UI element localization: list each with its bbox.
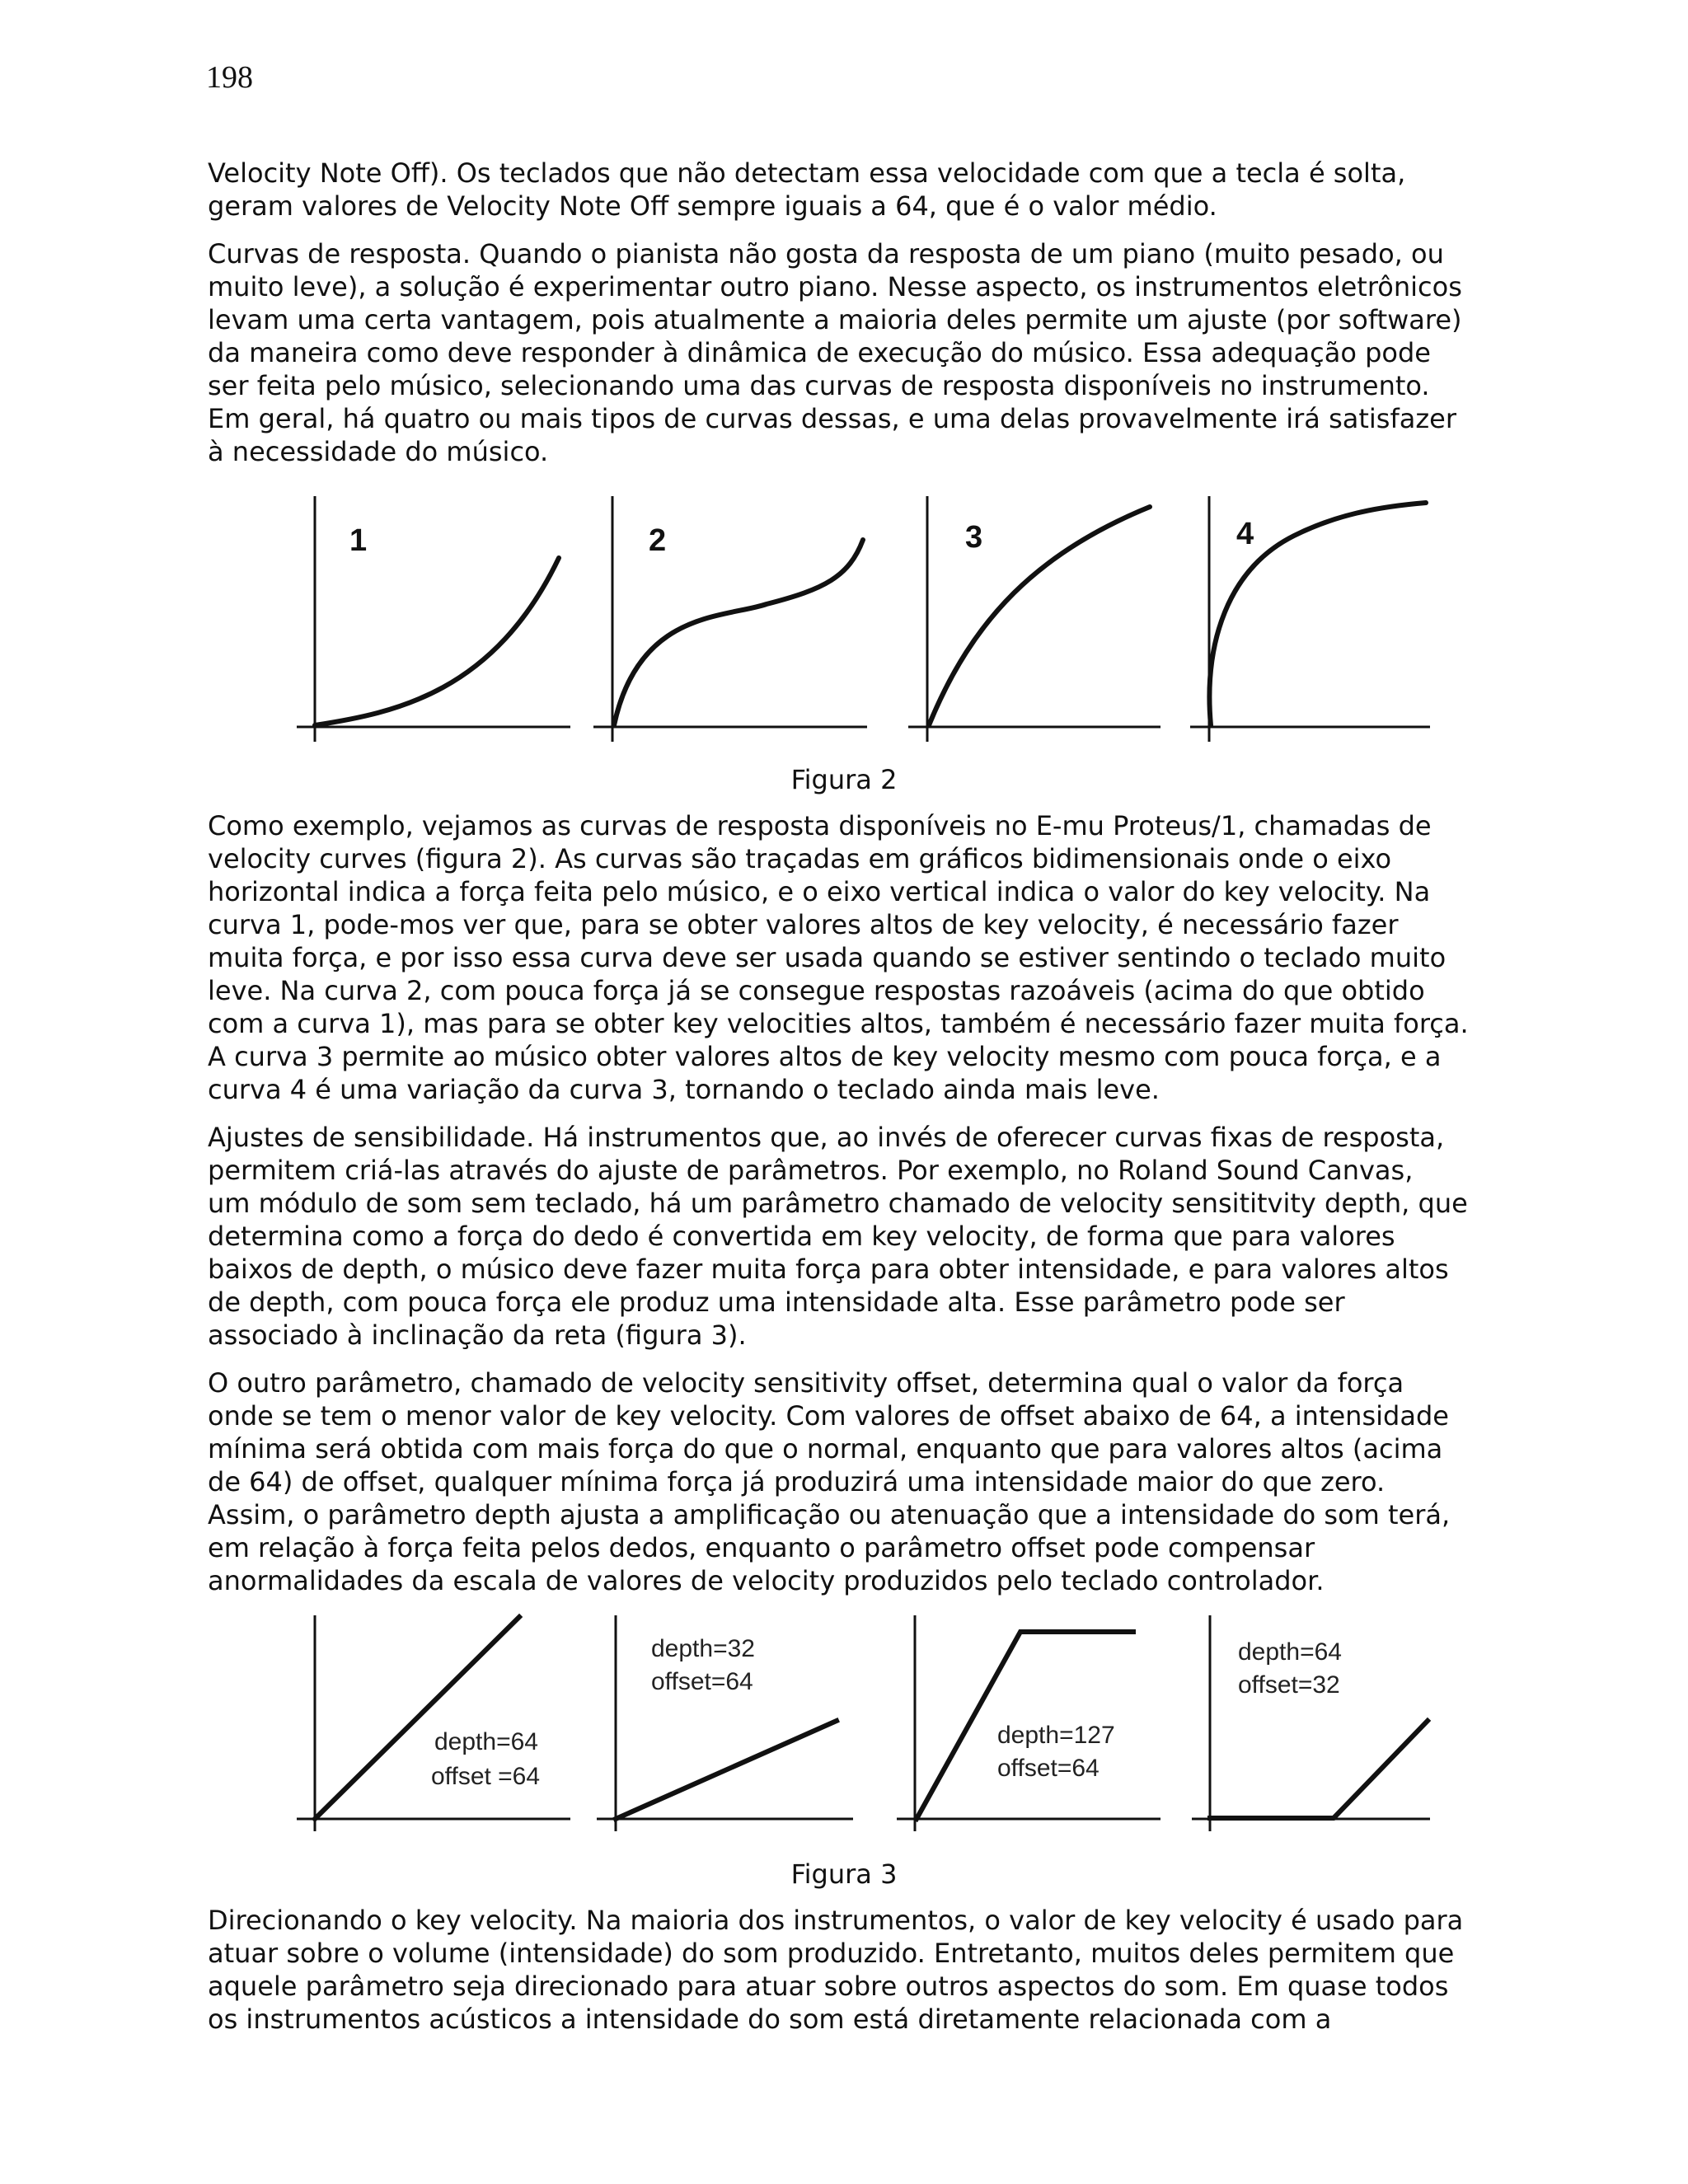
page-number: 198 bbox=[206, 60, 253, 95]
paragraph: Direcionando o key velocity. Na maioria dos instrumentos, o valor de key velocity é usado para atuar sobre o volume (intensidade) do som produzido. Entretanto, muitos deles permitem que aquele parâmetro seja direcionado para atuar sobre outros aspectos do som. Em quase todos os instrumentos acústicos a intensidade do som está diretamente relacionada com a bbox=[208, 1905, 1464, 2035]
offset-label: offset =64 bbox=[431, 1763, 541, 1790]
figure-3-graphs bbox=[0, 1607, 1688, 1838]
depth-label: depth=32 bbox=[651, 1635, 755, 1662]
response-line-4 bbox=[1210, 1721, 1428, 1818]
text-block-top bbox=[208, 157, 1526, 468]
paragraph: O outro parâmetro, chamado de velocity sensitivity offset, determina qual o valor da força onde se tem o menor valor de key velocity. Com valores de offset abaixo de 64, a intensidade mínima será obtida com mais força do que o normal, enquanto que para valores altos (acima de 64) de offset, qualquer mínima força já produzirá uma intensidade maior do que zero. Assim, o parâmetro depth ajusta a amplificação ou atenuação que a intensidade do som terá, em relação à força feita pelos dedos, enquanto o parâmetro offset pode compensar anormalidades da escala de valores de velocity produzidos pelo teclado controlador. bbox=[208, 1367, 1451, 1596]
curve-label: 3 bbox=[965, 520, 983, 555]
curve-label: 1 bbox=[349, 523, 368, 558]
paragraph: Curvas de resposta. Quando o pianista não gosta da resposta de um piano (muito pesado, ou muito leve), a solução é experimentar outro piano. Nesse aspecto, os instrumentos eletrônicos levam uma certa vantagem, pois atualmente a maioria deles permite um ajuste (por software) da maneira como deve responder à dinâmica de execução do músico. Essa adequação pode ser feita pelo músico, selecionando uma das curvas de resposta disponíveis no instrumento. Em geral, há quatro ou mais tipos de curvas dessas, e uma delas provavelmente irá satisfazer à necessidade do músico. bbox=[208, 238, 1462, 467]
figure-2-graphs bbox=[0, 486, 1688, 750]
text-block-middle bbox=[208, 809, 1526, 1597]
curve-label: 2 bbox=[649, 523, 667, 558]
figure-2-caption: Figura 2 bbox=[790, 764, 898, 795]
response-curve-2 bbox=[614, 540, 863, 725]
offset-label: offset=32 bbox=[1238, 1671, 1340, 1699]
paragraph: Ajustes de sensibilidade. Há instrumentos que, ao invés de oferecer curvas fixas de resposta, permitem criá-las através do ajuste de parâmetros. Por exemplo, no Roland Sound Canvas, um módulo de som sem teclado, há um parâmetro chamado de velocity sensititvity depth, que determina como a força do dedo é convertida em key velocity, de forma que para valores baixos de depth, o músico deve fazer muita força para obter intensidade, e para valores altos de depth, com pouca força ele produz uma intensidade alta. Esse parâmetro pode ser associado à inclinação da reta (figura 3). bbox=[208, 1122, 1468, 1351]
paragraph: Como exemplo, vejamos as curvas de resposta disponíveis no E-mu Proteus/1, chamadas de velocity curves (figura 2). As curvas são traçadas em gráficos bidimensionais onde o eixo horizontal indica a força feita pelo músico, e o eixo vertical indica o valor do key velocity. Na curva 1, pode-mos ver que, para se obter valores altos de key velocity, é necessário fazer muita força, e por isso essa curva deve ser usada quando se estiver sentindo o teclado muito leve. Na curva 2, com pouca força já se consegue respostas razoáveis (acima do que obtido com a curva 1), mas para se obter key velocities altos, também é necessário fazer muita força. A curva 3 permite ao músico obter valores altos de key velocity mesmo com pouca força, e a curva 4 é uma variação da curva 3, tornando o teclado ainda mais leve. bbox=[208, 810, 1469, 1105]
figure-2 bbox=[0, 486, 1688, 750]
depth-label: depth=64 bbox=[1238, 1638, 1342, 1666]
depth-label: depth=64 bbox=[434, 1728, 538, 1755]
figure-3-caption: Figura 3 bbox=[790, 1858, 898, 1890]
figure-3 bbox=[0, 1607, 1688, 1838]
offset-label: offset=64 bbox=[651, 1668, 753, 1695]
depth-label: depth=127 bbox=[997, 1722, 1115, 1749]
curve-label: 4 bbox=[1236, 517, 1254, 551]
paragraph: Velocity Note Off). Os teclados que não detectam essa velocidade com que a tecla é solta, geram valores de Velocity Note Off sempre iguais a 64, que é o valor médio. bbox=[208, 157, 1406, 222]
text-block-bottom bbox=[208, 1904, 1526, 2036]
response-line-2 bbox=[616, 1721, 837, 1819]
response-curve-1 bbox=[315, 558, 559, 725]
offset-label: offset=64 bbox=[997, 1755, 1100, 1782]
response-curve-3 bbox=[929, 507, 1150, 725]
